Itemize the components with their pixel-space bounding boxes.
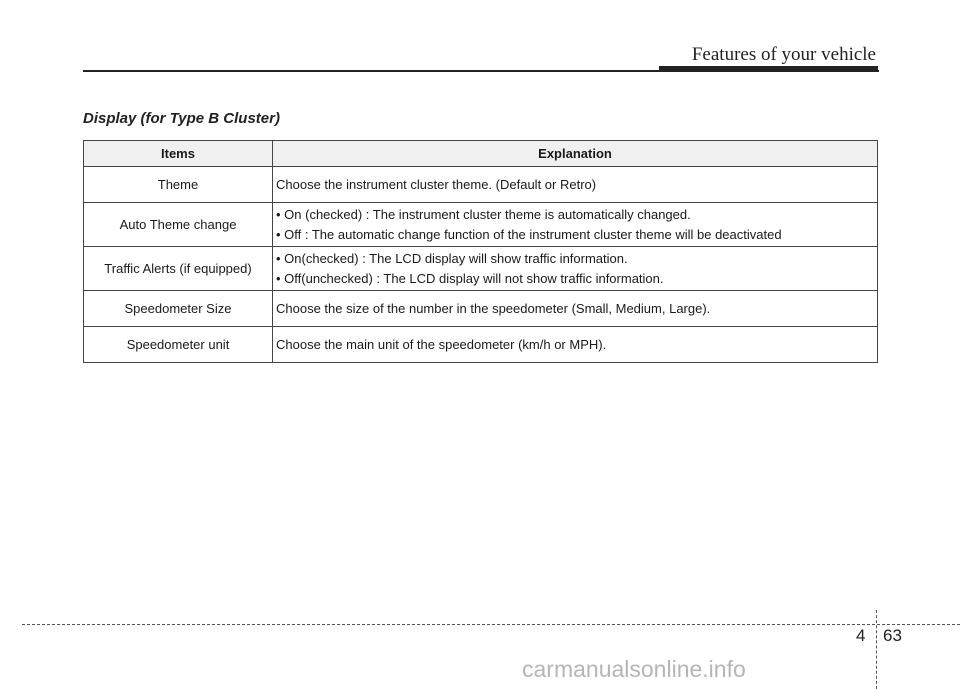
row-explanation xyxy=(273,203,878,247)
explanation-line: • Off : The automatic change function of the instrument cluster theme will be deactivated xyxy=(276,226,782,242)
table-row xyxy=(84,327,878,363)
page-number: 63 xyxy=(883,626,902,645)
section-title: Display (for Type B Cluster) xyxy=(83,110,280,127)
explanation-line: Choose the main unit of the speedometer (km/h or MPH). xyxy=(276,336,607,352)
footer-dashed-rule xyxy=(22,624,960,625)
row-item: Auto Theme change xyxy=(84,203,273,247)
header-title: Features of your vehicle xyxy=(691,44,876,65)
row-item: Speedometer Size xyxy=(84,291,273,327)
table-header-row xyxy=(84,141,878,167)
footer-dashed-divider xyxy=(876,610,877,689)
row-explanation xyxy=(273,247,878,291)
row-item: Speedometer unit xyxy=(84,327,273,363)
row-item: Theme xyxy=(84,167,273,203)
explanation-line: • On (checked) : The instrument cluster theme is automatically changed. xyxy=(276,206,691,222)
explanation-line: Choose the instrument cluster theme. (Default or Retro) xyxy=(276,176,597,192)
row-explanation xyxy=(273,167,878,203)
table-row xyxy=(84,247,878,291)
watermark: carmanualsonline.info xyxy=(522,656,746,682)
explanation-line: • On(checked) : The LCD display will show traffic information. xyxy=(276,250,628,266)
explanation-line: • Off(unchecked) : The LCD display will not show traffic information. xyxy=(276,270,664,286)
table-row xyxy=(84,291,878,327)
settings-table xyxy=(83,140,878,363)
chapter-number: 4 xyxy=(856,626,866,645)
row-item: Traffic Alerts (if equipped) xyxy=(84,247,273,291)
explanation-line: Choose the size of the number in the speedometer (Small, Medium, Large). xyxy=(276,300,711,316)
column-header-explanation: Explanation xyxy=(273,141,878,167)
row-explanation xyxy=(273,291,878,327)
table-row xyxy=(84,203,878,247)
column-header-items: Items xyxy=(84,141,273,167)
header-rule-accent xyxy=(659,66,878,72)
row-explanation xyxy=(273,327,878,363)
table-row xyxy=(84,167,878,203)
